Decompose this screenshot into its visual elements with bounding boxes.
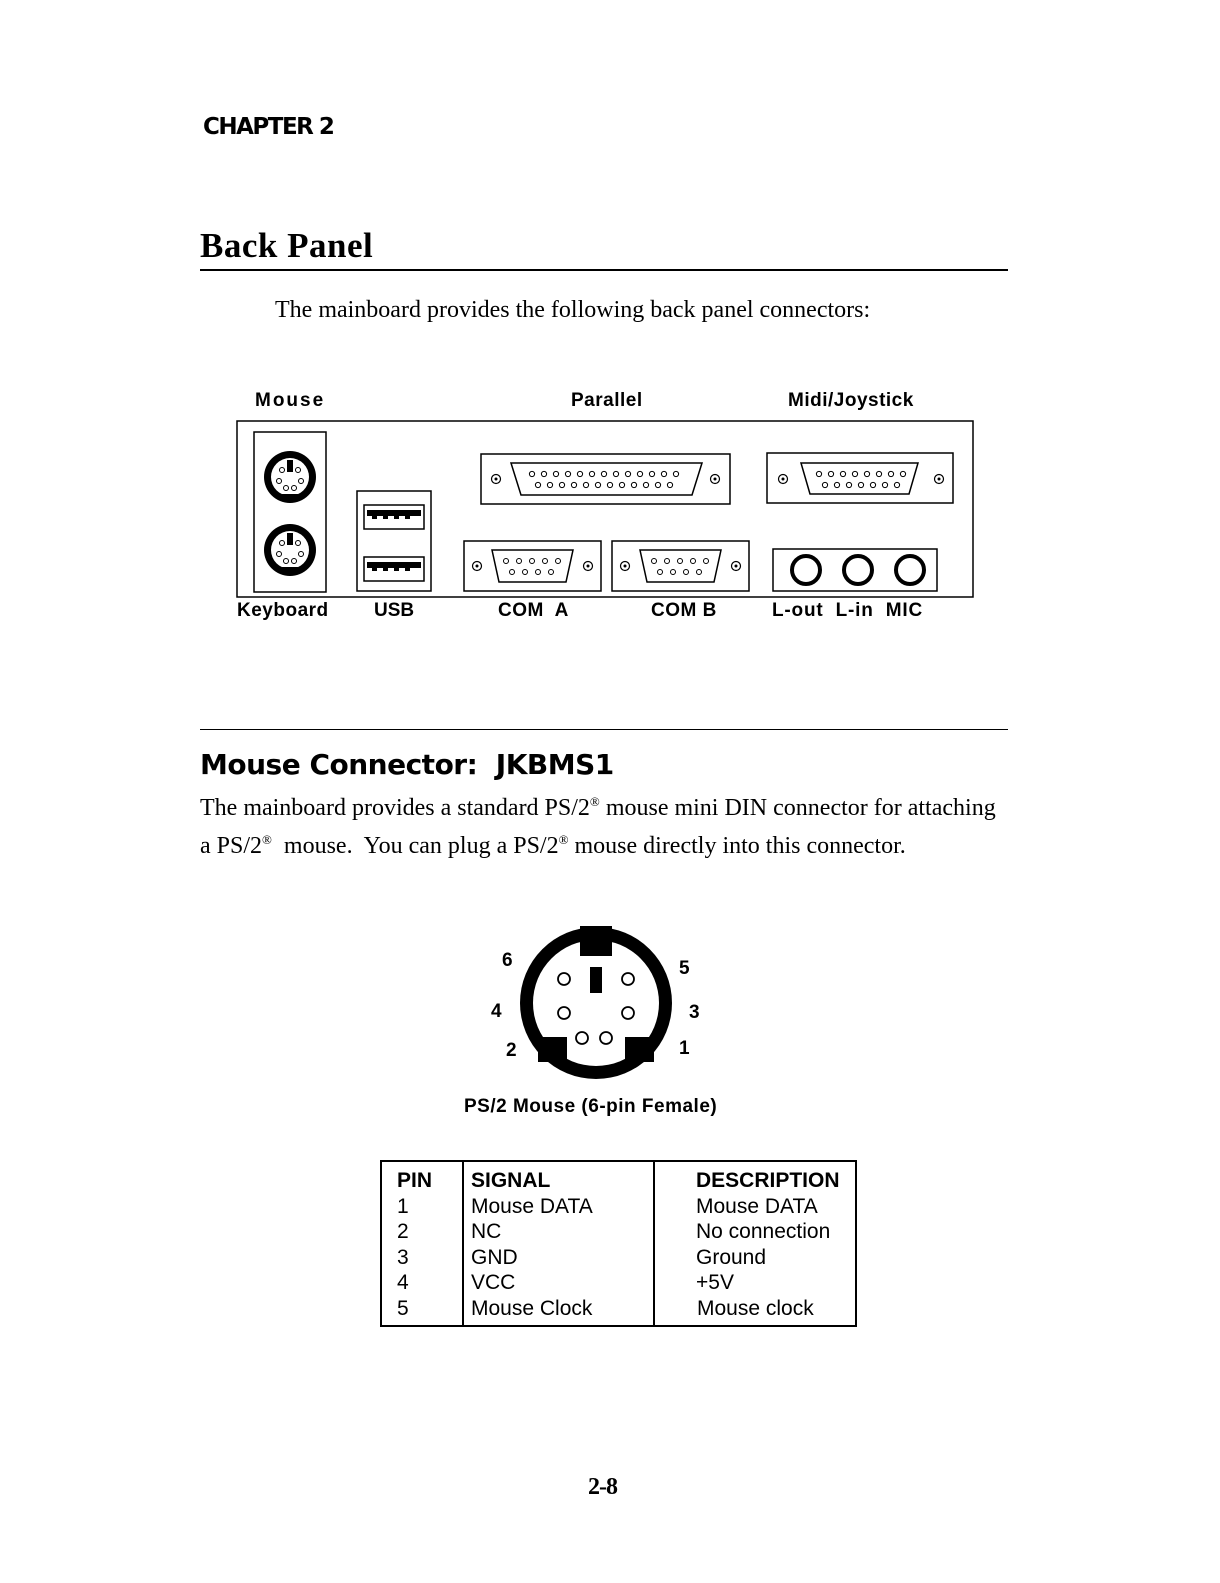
audio-jacks [773,549,937,591]
table-row-description: Mouse DATA [696,1195,818,1218]
ps2-ports [254,432,326,592]
table-row-description: Ground [696,1246,767,1269]
chapter-heading: CHAPTER 2 [203,114,334,140]
label-com-b: COM B [651,600,717,621]
label-audio: L-out L-in MIC [772,600,924,621]
table-row-pin: 2 [397,1220,409,1243]
table-row-pin: 1 [397,1195,409,1218]
table-column-divider [653,1162,655,1325]
label-usb: USB [374,600,415,621]
pin-table [380,1160,857,1327]
mouse-connector-description: The mainboard provides a standard PS/2® mouse mini DIN connector for attaching a PS/2® mouse. You can plug a PS/2® mouse directly into this connector. [200,794,996,859]
table-header-signal: SIGNAL [471,1169,551,1192]
midi-joystick-port [767,453,953,503]
table-row-signal: NC [471,1220,502,1243]
back-panel-diagram [0,0,1220,700]
table-row-signal: GND [471,1246,518,1269]
label-keyboard: Keyboard [237,600,329,621]
table-row-description: No connection [696,1220,831,1243]
usb-ports [357,491,431,591]
com-a-port [464,541,601,591]
table-header-description: DESCRIPTION [696,1169,840,1192]
page-number: 2-8 [588,1474,617,1500]
table-row-description: +5V [696,1271,734,1294]
label-midi-joystick: Midi/Joystick [788,390,914,411]
pin-label-2: 2 [506,1040,517,1061]
table-row-signal: Mouse Clock [471,1297,593,1320]
pin-label-6: 6 [502,950,513,971]
mouse-port-icon [264,451,316,503]
ps2-socket-icon [520,926,672,1079]
section-divider [200,729,1008,730]
table-row-pin: 5 [397,1297,409,1320]
table-row-signal: VCC [471,1271,516,1294]
table-column-divider [462,1162,464,1325]
label-mouse: Mouse [255,390,326,411]
table-row-pin: 4 [397,1271,409,1294]
pin-label-4: 4 [491,1001,502,1022]
keyboard-port-icon [264,524,316,576]
label-parallel: Parallel [571,390,643,411]
table-row-pin: 3 [397,1246,409,1269]
label-com-a: COM A [498,600,569,621]
pin-label-5: 5 [679,958,690,979]
ps2-diagram-caption: PS/2 Mouse (6-pin Female) [464,1096,718,1117]
pin-label-3: 3 [689,1002,700,1023]
com-b-port [612,541,749,591]
mouse-connector-title: Mouse Connector: JKBMS1 [200,748,614,781]
back-panel-title: Back Panel [200,226,374,265]
parallel-port [481,454,730,504]
table-row-signal: Mouse DATA [471,1195,593,1218]
table-row-description: Mouse clock [697,1297,814,1320]
table-header-pin: PIN [397,1169,433,1192]
pin-label-1: 1 [679,1038,690,1059]
back-panel-intro: The mainboard provides the following back panel connectors: [275,297,871,323]
